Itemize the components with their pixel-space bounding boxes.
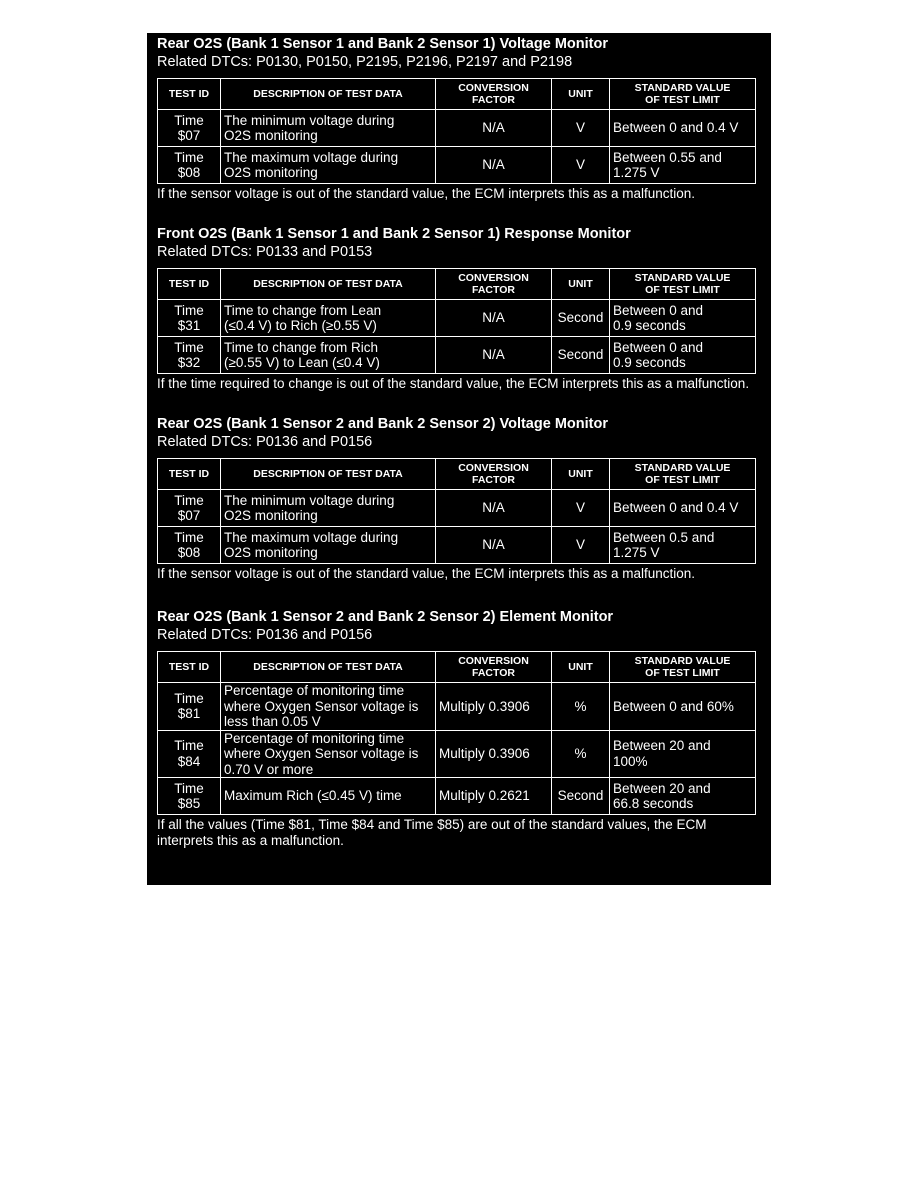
header-unit: UNIT bbox=[552, 269, 610, 300]
header-test-id: TEST ID bbox=[158, 269, 221, 300]
test-data-table bbox=[157, 78, 756, 184]
table-header-row bbox=[158, 79, 756, 110]
cell-standard: Between 20 and 66.8 seconds bbox=[610, 778, 756, 815]
section-note: If the sensor voltage is out of the standard value, the ECM interprets this as a malfunction. bbox=[157, 566, 696, 581]
cell-description: Percentage of monitoring time where Oxygen Sensor voltage is 0.70 V or more bbox=[221, 730, 436, 778]
section-note: If the sensor voltage is out of the standard value, the ECM interprets this as a malfunction. bbox=[157, 186, 696, 201]
cell-description: Percentage of monitoring time where Oxygen Sensor voltage is less than 0.05 V bbox=[221, 683, 436, 731]
table-row bbox=[158, 778, 756, 815]
table-row bbox=[158, 337, 756, 374]
cell-unit: % bbox=[552, 683, 610, 731]
cell-description: The minimum voltage during O2S monitoring bbox=[221, 490, 436, 527]
section-rear-o2s-s1-voltage bbox=[157, 35, 761, 202]
table-header-row bbox=[158, 652, 756, 683]
cell-description: The minimum voltage during O2S monitoring bbox=[221, 110, 436, 147]
cell-standard: Between 0 and 0.9 seconds bbox=[610, 337, 756, 374]
table-row bbox=[158, 730, 756, 778]
header-description: DESCRIPTION OF TEST DATA bbox=[221, 459, 436, 490]
table-row bbox=[158, 147, 756, 184]
cell-description: Time to change from Rich (≥0.55 V) to Lean (≤0.4 V) bbox=[221, 337, 436, 374]
table-row bbox=[158, 110, 756, 147]
header-test-id: TEST ID bbox=[158, 652, 221, 683]
header-test-id: TEST ID bbox=[158, 459, 221, 490]
cell-standard: Between 0.55 and 1.275 V bbox=[610, 147, 756, 184]
cell-conversion: N/A bbox=[436, 110, 552, 147]
cell-conversion: N/A bbox=[436, 527, 552, 564]
header-description: DESCRIPTION OF TEST DATA bbox=[221, 269, 436, 300]
cell-standard: Between 0 and 60% bbox=[610, 683, 756, 731]
test-data-table bbox=[157, 458, 756, 564]
related-dtcs: Related DTCs: P0136 and P0156 bbox=[157, 434, 373, 450]
header-conversion: CONVERSION FACTOR bbox=[436, 269, 552, 300]
cell-description: The maximum voltage during O2S monitoring bbox=[221, 527, 436, 564]
table-row bbox=[158, 300, 756, 337]
cell-description: The maximum voltage during O2S monitoring bbox=[221, 147, 436, 184]
section-title: Rear O2S (Bank 1 Sensor 2 and Bank 2 Sensor 2) Element Monitor bbox=[157, 609, 614, 625]
header-conversion: CONVERSION FACTOR bbox=[436, 459, 552, 490]
cell-unit: V bbox=[552, 147, 610, 184]
section-front-o2s-response bbox=[157, 225, 761, 392]
cell-standard: Between 20 and 100% bbox=[610, 730, 756, 778]
related-dtcs: Related DTCs: P0130, P0150, P2195, P2196, P2197 and P2198 bbox=[157, 54, 573, 70]
cell-unit: V bbox=[552, 490, 610, 527]
test-data-table bbox=[157, 268, 756, 374]
section-title: Rear O2S (Bank 1 Sensor 2 and Bank 2 Sensor 2) Voltage Monitor bbox=[157, 416, 608, 432]
cell-description: Time to change from Lean (≤0.4 V) to Rich (≥0.55 V) bbox=[221, 300, 436, 337]
cell-test-id: Time $08 bbox=[158, 147, 221, 184]
cell-conversion: Multiply 0.3906 bbox=[436, 683, 552, 731]
related-dtcs: Related DTCs: P0136 and P0156 bbox=[157, 627, 373, 643]
header-unit: UNIT bbox=[552, 79, 610, 110]
cell-unit: V bbox=[552, 110, 610, 147]
cell-standard: Between 0 and 0.9 seconds bbox=[610, 300, 756, 337]
header-unit: UNIT bbox=[552, 459, 610, 490]
cell-conversion: N/A bbox=[436, 337, 552, 374]
cell-standard: Between 0.5 and 1.275 V bbox=[610, 527, 756, 564]
table-header-row bbox=[158, 269, 756, 300]
header-conversion: CONVERSION FACTOR bbox=[436, 79, 552, 110]
header-description: DESCRIPTION OF TEST DATA bbox=[221, 652, 436, 683]
header-unit: UNIT bbox=[552, 652, 610, 683]
header-standard: STANDARD VALUE OF TEST LIMIT bbox=[610, 79, 756, 110]
cell-test-id: Time $07 bbox=[158, 490, 221, 527]
section-rear-o2s-s2-voltage bbox=[157, 415, 761, 582]
test-data-table bbox=[157, 651, 756, 815]
cell-test-id: Time $07 bbox=[158, 110, 221, 147]
section-note: If all the values (Time $81, Time $84 and Time $85) are out of the standard values, the ECM interprets this as a malfunction. bbox=[157, 817, 707, 848]
cell-unit: % bbox=[552, 730, 610, 778]
header-description: DESCRIPTION OF TEST DATA bbox=[221, 79, 436, 110]
cell-test-id: Time $84 bbox=[158, 730, 221, 778]
section-title: Rear O2S (Bank 1 Sensor 1 and Bank 2 Sensor 1) Voltage Monitor bbox=[157, 36, 608, 52]
header-test-id: TEST ID bbox=[158, 79, 221, 110]
section-rear-o2s-element bbox=[157, 608, 761, 849]
section-title: Front O2S (Bank 1 Sensor 1 and Bank 2 Sensor 1) Response Monitor bbox=[157, 226, 631, 242]
cell-conversion: N/A bbox=[436, 147, 552, 184]
cell-standard: Between 0 and 0.4 V bbox=[610, 110, 756, 147]
cell-conversion: N/A bbox=[436, 490, 552, 527]
cell-unit: Second bbox=[552, 778, 610, 815]
document-panel bbox=[147, 33, 771, 885]
cell-standard: Between 0 and 0.4 V bbox=[610, 490, 756, 527]
cell-conversion: Multiply 0.2621 bbox=[436, 778, 552, 815]
cell-unit: V bbox=[552, 527, 610, 564]
cell-test-id: Time $08 bbox=[158, 527, 221, 564]
table-row bbox=[158, 683, 756, 731]
header-standard: STANDARD VALUE OF TEST LIMIT bbox=[610, 459, 756, 490]
table-row bbox=[158, 490, 756, 527]
table-header-row bbox=[158, 459, 756, 490]
cell-description: Maximum Rich (≤0.45 V) time bbox=[221, 778, 436, 815]
header-standard: STANDARD VALUE OF TEST LIMIT bbox=[610, 269, 756, 300]
cell-test-id: Time $31 bbox=[158, 300, 221, 337]
related-dtcs: Related DTCs: P0133 and P0153 bbox=[157, 244, 373, 260]
cell-unit: Second bbox=[552, 300, 610, 337]
header-standard: STANDARD VALUE OF TEST LIMIT bbox=[610, 652, 756, 683]
cell-unit: Second bbox=[552, 337, 610, 374]
cell-conversion: N/A bbox=[436, 300, 552, 337]
header-conversion: CONVERSION FACTOR bbox=[436, 652, 552, 683]
cell-conversion: Multiply 0.3906 bbox=[436, 730, 552, 778]
cell-test-id: Time $32 bbox=[158, 337, 221, 374]
section-note: If the time required to change is out of the standard value, the ECM interprets this as a malfunction. bbox=[157, 376, 750, 391]
table-row bbox=[158, 527, 756, 564]
cell-test-id: Time $81 bbox=[158, 683, 221, 731]
cell-test-id: Time $85 bbox=[158, 778, 221, 815]
